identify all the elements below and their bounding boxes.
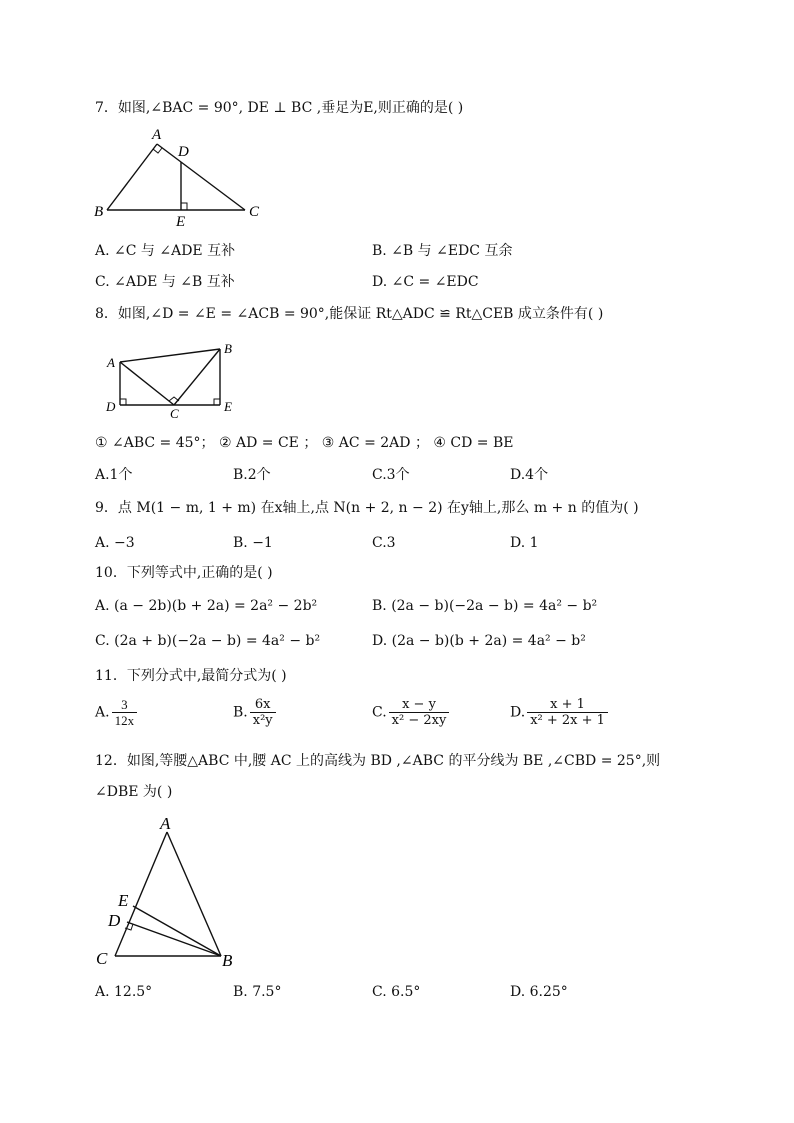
q7-option-a[interactable]: A. ∠C 与 ∠ADE 互补 bbox=[95, 243, 236, 259]
q11-option-b-fraction bbox=[250, 697, 276, 728]
q11-option-d-fraction bbox=[527, 697, 608, 728]
q7-option-d[interactable]: D. ∠C = ∠EDC bbox=[372, 274, 479, 290]
q8-label-D: D bbox=[106, 399, 116, 414]
q11-option-a-prefix: A. bbox=[95, 704, 110, 721]
q12-stem-line1: 12．如图,等腰△ABC 中,腰 AC 上的高线为 BD ,∠ABC 的平分线为 BE ,∠CBD = 25°,则 bbox=[95, 753, 661, 769]
q12-label-A: A bbox=[160, 814, 171, 833]
q11-option-c-fraction bbox=[389, 697, 450, 728]
q10-option-a[interactable]: A. (a − 2b)(b + 2a) = 2a² − 2b² bbox=[95, 598, 318, 614]
q8-option-a[interactable]: A.1个 bbox=[95, 467, 133, 483]
q11-option-c-prefix: C. bbox=[372, 704, 387, 721]
q10-stem: 10．下列等式中,正确的是( ) bbox=[95, 565, 273, 581]
q7-label-D: D bbox=[178, 144, 189, 160]
q8-label-B: B bbox=[224, 341, 232, 356]
q8-stem: 8．如图,∠D = ∠E = ∠ACB = 90°,能保证 Rt△ADC ≌ Rt△CEB 成立条件有( ) bbox=[95, 306, 604, 322]
q12-label-B: B bbox=[222, 951, 233, 970]
q11-stem: 11．下列分式中,最简分式为( ) bbox=[95, 668, 287, 684]
q9-option-c[interactable]: C.3 bbox=[372, 535, 396, 551]
q8-option-d[interactable]: D.4个 bbox=[510, 467, 549, 483]
q8-option-c[interactable]: C.3个 bbox=[372, 467, 410, 483]
q11-option-b[interactable] bbox=[233, 697, 278, 728]
fraction-numerator: x + 1 bbox=[527, 697, 608, 713]
q12-option-a[interactable]: A. 12.5° bbox=[95, 984, 153, 1000]
fraction-denominator: x²y bbox=[252, 713, 273, 728]
q7-option-c[interactable]: C. ∠ADE 与 ∠B 互补 bbox=[95, 274, 235, 290]
fraction-denominator: x² − 2xy bbox=[391, 713, 447, 728]
q7-label-B: B bbox=[94, 204, 104, 220]
fraction-denominator: 12x bbox=[114, 713, 135, 728]
q9-option-a[interactable]: A. −3 bbox=[95, 535, 135, 551]
q12-label-D: D bbox=[108, 911, 121, 930]
q8-label-E: E bbox=[224, 399, 232, 414]
q7-label-A: A bbox=[152, 127, 162, 143]
q11-option-a-fraction bbox=[112, 697, 138, 728]
q12-label-E: E bbox=[118, 891, 129, 910]
q11-option-d[interactable] bbox=[510, 697, 610, 728]
q9-option-b[interactable]: B. −1 bbox=[233, 535, 273, 551]
q10-option-c[interactable]: C. (2a + b)(−2a − b) = 4a² − b² bbox=[95, 633, 321, 649]
q11-option-b-prefix: B. bbox=[233, 704, 248, 721]
q12-option-b[interactable]: B. 7.5° bbox=[233, 984, 282, 1000]
q11-option-a[interactable] bbox=[95, 697, 139, 728]
q11-option-c[interactable] bbox=[372, 697, 451, 728]
q9-option-d[interactable]: D. 1 bbox=[510, 535, 539, 551]
fraction-numerator: x − y bbox=[389, 697, 450, 713]
q8-conditions: ① ∠ABC = 45°； ② AD = CE ； ③ AC = 2AD ； ④ CD = BE bbox=[95, 435, 514, 451]
fraction-numerator: 6x bbox=[250, 697, 276, 713]
q7-label-E: E bbox=[176, 214, 186, 230]
q12-stem-line2: ∠DBE 为( ) bbox=[95, 784, 173, 800]
q12-option-c[interactable]: C. 6.5° bbox=[372, 984, 421, 1000]
q8-label-A: A bbox=[107, 355, 115, 370]
q10-option-b[interactable]: B. (2a − b)(−2a − b) = 4a² − b² bbox=[372, 598, 598, 614]
q8-label-C: C bbox=[170, 406, 179, 421]
q8-option-b[interactable]: B.2个 bbox=[233, 467, 271, 483]
q9-stem: 9．点 M(1 − m, 1 + m) 在x轴上,点 N(n + 2, n − 2) 在y轴上,那么 m + n 的值为( ) bbox=[95, 500, 639, 516]
fraction-denominator: x² + 2x + 1 bbox=[530, 713, 605, 728]
q7-figure bbox=[90, 122, 270, 230]
q12-option-d[interactable]: D. 6.25° bbox=[510, 984, 568, 1000]
q7-option-b[interactable]: B. ∠B 与 ∠EDC 互余 bbox=[372, 243, 513, 259]
q8-figure bbox=[100, 338, 250, 423]
q7-stem: 7．如图,∠BAC = 90°, DE ⊥ BC ,垂足为E,则正确的是( ) bbox=[95, 100, 464, 116]
q10-option-d[interactable]: D. (2a − b)(b + 2a) = 4a² − b² bbox=[372, 633, 586, 649]
q12-figure bbox=[90, 810, 250, 975]
fraction-numerator: 3 bbox=[112, 697, 138, 713]
q12-label-C: C bbox=[96, 949, 108, 968]
q7-label-C: C bbox=[249, 204, 260, 220]
q11-option-d-prefix: D. bbox=[510, 704, 526, 721]
